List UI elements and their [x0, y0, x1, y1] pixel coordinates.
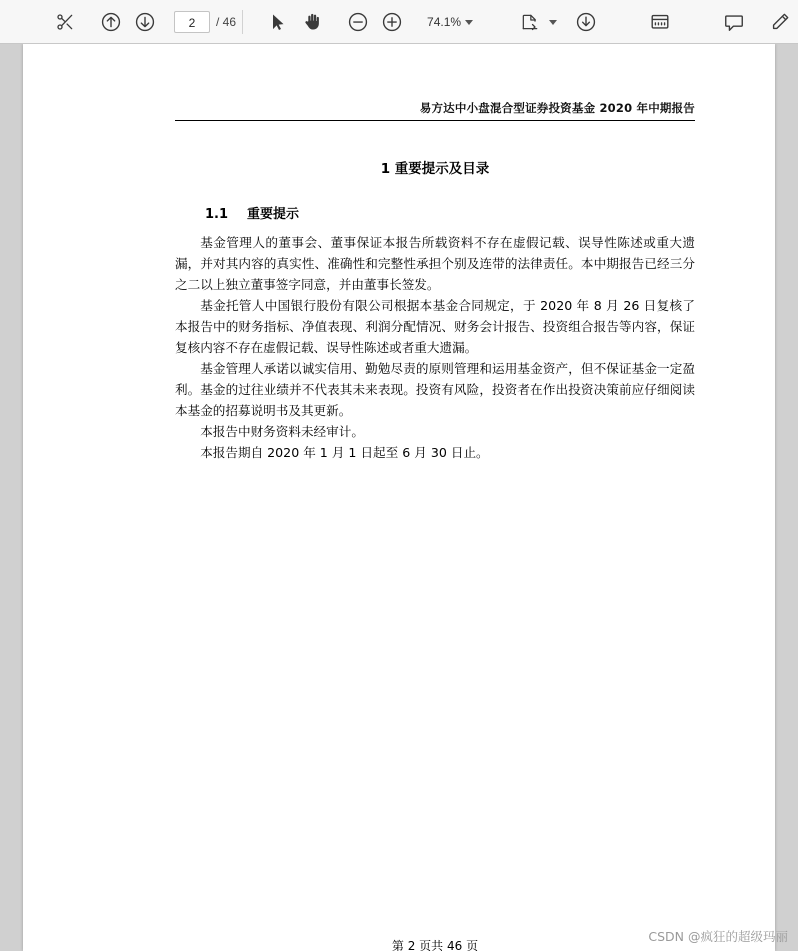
arrow-up-circle-icon[interactable]	[94, 5, 128, 39]
toolbar-divider-1	[242, 10, 243, 34]
page-title: 1 重要提示及目录	[380, 161, 490, 177]
paragraph-1: 基金管理人的董事会、董事保证本报告所载资料不存在虚假记载、误导性陈述或重大遗漏，并对其内容的真实性、准确性和完整性承担个别及连带的法律责任。本中期报告已经三分之二以上独立董事签字同意，并由董事长签发。	[175, 235, 695, 292]
paragraph-2: 基金托管人中国银行股份有限公司根据本基金合同规定，于 2020 年 8 月 26 日复核了本报告中的财务指标、净值表现、利润分配情况、财务会计报告、投资组合报告等内容，保证复核内容不存在虚假记载、误导性陈述或者重大遗漏。	[175, 298, 695, 355]
zoom-out-icon[interactable]	[341, 5, 375, 39]
running-header: 易方达中小盘混合型证券投资基金 2020 年中期报告	[419, 101, 695, 115]
chevron-down-icon[interactable]	[465, 20, 473, 25]
zoom-level-value: 74.1%	[427, 14, 462, 29]
fit-page-icon[interactable]	[513, 5, 547, 39]
scroll-mode-icon[interactable]	[643, 5, 677, 39]
chevron-down-icon[interactable]	[549, 20, 557, 25]
section-heading	[205, 203, 299, 222]
cursor-arrow-icon[interactable]	[261, 5, 295, 39]
arrow-down-circle-icon[interactable]	[128, 5, 162, 39]
pen-icon[interactable]	[763, 5, 797, 39]
page-number-input[interactable]: 2	[174, 11, 210, 33]
fit-page-control[interactable]	[513, 5, 557, 39]
scissors-icon[interactable]	[48, 5, 82, 39]
page-footer: 第 2 页共 46 页	[391, 939, 479, 951]
section-title: 重要提示	[247, 207, 300, 222]
pdf-viewer[interactable]	[0, 44, 798, 951]
pdf-page	[23, 44, 775, 951]
pdf-toolbar	[0, 0, 798, 44]
page-navigation[interactable]	[174, 11, 236, 33]
comment-icon[interactable]	[717, 5, 751, 39]
section-number: 1.1	[205, 207, 229, 222]
paragraph-5: 本报告中财务资料未经审计。	[200, 424, 364, 439]
paragraph-3: 基金管理人承诺以诚实信用、勤勉尽责的原则管理和运用基金资产，但不保证基金一定盈利。	[175, 361, 695, 397]
watermark-text: CSDN @疯狂的超级玛丽	[648, 929, 788, 944]
hand-icon[interactable]	[295, 5, 329, 39]
paragraph-4: 基金的过往业绩并不代表其未来表现。投资有风险，投资者在作出投资决策前应仔细阅读本基金的招募说明书及其更新。	[175, 382, 695, 418]
page-count-label: / 46	[216, 14, 237, 29]
zoom-in-icon[interactable]	[375, 5, 409, 39]
zoom-level-selector[interactable]	[427, 15, 473, 29]
header-rule	[175, 120, 695, 121]
paragraph-6: 本报告期自 2020 年 1 月 1 日起至 6 月 30 日止。	[200, 445, 489, 460]
download-icon[interactable]	[569, 5, 603, 39]
